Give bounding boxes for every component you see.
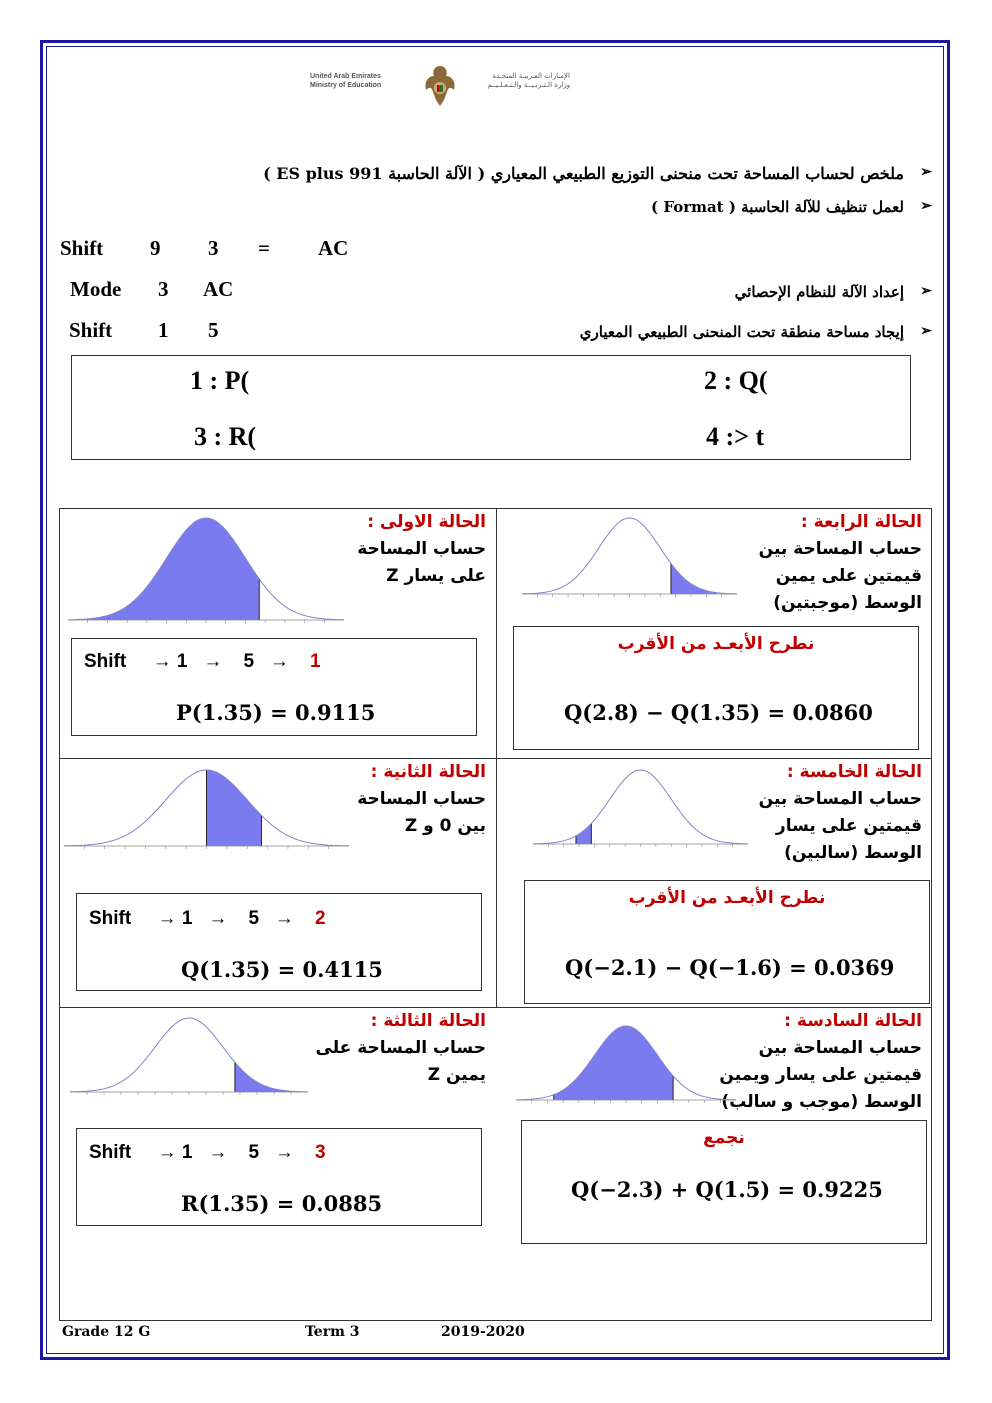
case1-normal-curve — [68, 512, 344, 632]
case4-note: نطرح الأبعـد من الأقرب — [617, 634, 815, 654]
format-instruction-text: لعمل تنظيف للآلة الحاسبة ( Format ) — [651, 198, 904, 216]
case1-desc — [357, 536, 486, 590]
key-shift: Shift — [69, 318, 113, 342]
key-5: 5 — [208, 318, 219, 342]
case5-title: الحالة الخامسة : — [786, 762, 922, 782]
case4-formula: Q(2.8) − Q(1.35) = 0.0860 — [564, 700, 873, 725]
case4-normal-curve — [522, 512, 737, 606]
case4-desc-line: قيمتين على يمين — [775, 566, 922, 586]
case3-desc-line: حساب المساحة على — [315, 1038, 486, 1058]
case6-normal-curve — [516, 1020, 736, 1112]
case2-desc-line: بين 0 و Z — [404, 816, 486, 836]
case1-formula: P(1.35) = 0.9115 — [176, 700, 376, 725]
footer-term: Term 3 — [305, 1324, 360, 1340]
grid-divider-row1 — [59, 758, 932, 759]
seq-key: Shift — [89, 1142, 132, 1163]
grid-divider-row2 — [59, 1007, 932, 1008]
seq-key: → 1 — [157, 1142, 193, 1163]
case4-desc — [759, 536, 922, 617]
case6-desc-line: قيمتين على يسار ويمين — [719, 1065, 922, 1085]
shaded-area — [76, 518, 259, 620]
shaded-area — [207, 770, 262, 846]
key-3: 3 — [158, 277, 169, 301]
key-9: 9 — [150, 236, 161, 260]
case2-desc-line: حساب المساحة — [357, 789, 486, 809]
logo-arabic-text: الإمـارات العـربيـة المتحـدة وزارة الـتـربـيــة والـتـعـلـيــم — [487, 72, 570, 89]
case5-formula: Q(−2.1) − Q(−1.6) = 0.0369 — [565, 955, 895, 980]
menu-item-p: 1 : P( — [190, 366, 250, 395]
format-instruction — [651, 198, 932, 216]
format-key-sequence — [60, 236, 348, 261]
seq-arrow: → — [208, 908, 228, 929]
case6-desc-line: الوسط (موجب و سالب) — [721, 1092, 922, 1112]
arrow-bullet-icon: ➢ — [920, 198, 932, 214]
arrow-bullet-icon: ➢ — [920, 323, 932, 339]
case2-formula: Q(1.35) = 0.4115 — [181, 957, 383, 982]
seq-key: Shift — [84, 651, 127, 672]
key-shift: Shift — [60, 236, 104, 260]
stat-mode-text: إعداد الآلة للنظام الإحصائي — [734, 283, 904, 301]
shaded-area — [671, 563, 716, 594]
summary-title-text: ملخص لحساب المساحة تحت منحنى التوزيع الطبيعي المعياري ( الآلة الحاسبة 991 ES plus ) — [263, 164, 904, 183]
seq-key: → 1 — [157, 908, 193, 929]
seq-key: 5 — [248, 1142, 260, 1163]
case5-normal-curve — [533, 764, 748, 856]
bell-curve — [522, 518, 737, 594]
arrow-bullet-icon: ➢ — [920, 164, 932, 180]
case5-desc-line: قيمتين على يسار — [775, 816, 922, 836]
menu-item-r: 3 : R( — [194, 422, 257, 451]
summary-title — [263, 164, 932, 183]
distribution-text: إيجاد مساحة منطقة تحت المنحنى الطبيعي المعياري — [579, 323, 904, 341]
arrow-bullet-icon: ➢ — [920, 283, 932, 299]
calculator-menu-box — [71, 355, 911, 460]
case3-desc-line: يمين Z — [427, 1065, 486, 1085]
seq-choice: 1 — [310, 651, 321, 672]
seq-arrow: → — [274, 1142, 294, 1163]
seq-key: Shift — [89, 908, 132, 929]
case3-key-sequence — [89, 1142, 326, 1164]
seq-arrow: → — [203, 651, 223, 672]
case4-title: الحالة الرابعة : — [800, 512, 922, 532]
key-equals: = — [258, 236, 270, 260]
mode-key-sequence — [70, 277, 233, 302]
distribution-instruction — [579, 323, 932, 341]
key-ac: AC — [318, 236, 349, 260]
case3-normal-curve — [70, 1012, 308, 1104]
case1-title: الحالة الاولى : — [367, 512, 486, 532]
case6-title: الحالة السادسة : — [784, 1011, 922, 1031]
ministry-logo — [310, 62, 570, 110]
case4-desc-line: حساب المساحة بين — [758, 539, 922, 559]
shaded-area — [576, 823, 591, 844]
menu-item-t: 4 :> t — [706, 422, 765, 451]
case2-desc — [357, 786, 486, 840]
case1-key-sequence — [84, 651, 321, 673]
seq-key: 5 — [243, 651, 255, 672]
key-1: 1 — [158, 318, 169, 342]
case4-desc-line: الوسط (موجبتين) — [773, 593, 922, 613]
seq-arrow: → — [269, 651, 289, 672]
bell-curve — [533, 770, 748, 844]
footer-grade: Grade 12 G — [62, 1324, 151, 1340]
case3-title: الحالة الثالثة : — [370, 1011, 486, 1031]
case3-formula: R(1.35) = 0.0885 — [181, 1191, 383, 1216]
falcon-emblem-icon — [422, 62, 458, 108]
logo-english-text: United Arab Emirates Ministry of Education — [310, 73, 382, 89]
case2-normal-curve — [64, 764, 349, 858]
case6-desc — [719, 1035, 922, 1116]
case2-title: الحالة الثانية : — [370, 762, 486, 782]
seq-key: 5 — [248, 908, 260, 929]
case1-desc-line: حساب المساحة — [357, 539, 486, 559]
shaded-area — [554, 1026, 673, 1100]
seq-choice: 2 — [315, 908, 326, 929]
key-3: 3 — [208, 236, 219, 260]
case5-desc-line: الوسط (سالبين) — [784, 843, 922, 863]
dist-key-sequence — [69, 318, 219, 343]
case5-desc-line: حساب المساحة بين — [758, 789, 922, 809]
seq-arrow: → — [208, 1142, 228, 1163]
seq-choice: 3 — [315, 1142, 326, 1163]
case6-formula: Q(−2.3) + Q(1.5) = 0.9225 — [571, 1177, 883, 1202]
menu-item-q: 2 : Q( — [704, 366, 768, 395]
case5-note: نطرح الأبعـد من الأقرب — [628, 888, 826, 908]
case3-desc — [316, 1035, 486, 1089]
case6-desc-line: حساب المساحة بين — [758, 1038, 922, 1058]
case2-key-sequence — [89, 908, 326, 930]
case6-note: نجمع — [703, 1128, 745, 1148]
case5-desc — [759, 786, 922, 867]
stat-mode-instruction — [734, 283, 932, 301]
case1-desc-line: على يسار Z — [386, 566, 486, 586]
key-mode: Mode — [70, 277, 122, 301]
key-ac: AC — [203, 277, 234, 301]
seq-arrow: → — [274, 908, 294, 929]
footer-year: 2019-2020 — [441, 1324, 525, 1340]
seq-key: → 1 — [152, 651, 188, 672]
shaded-area — [235, 1062, 301, 1092]
bell-curve — [70, 1018, 308, 1092]
